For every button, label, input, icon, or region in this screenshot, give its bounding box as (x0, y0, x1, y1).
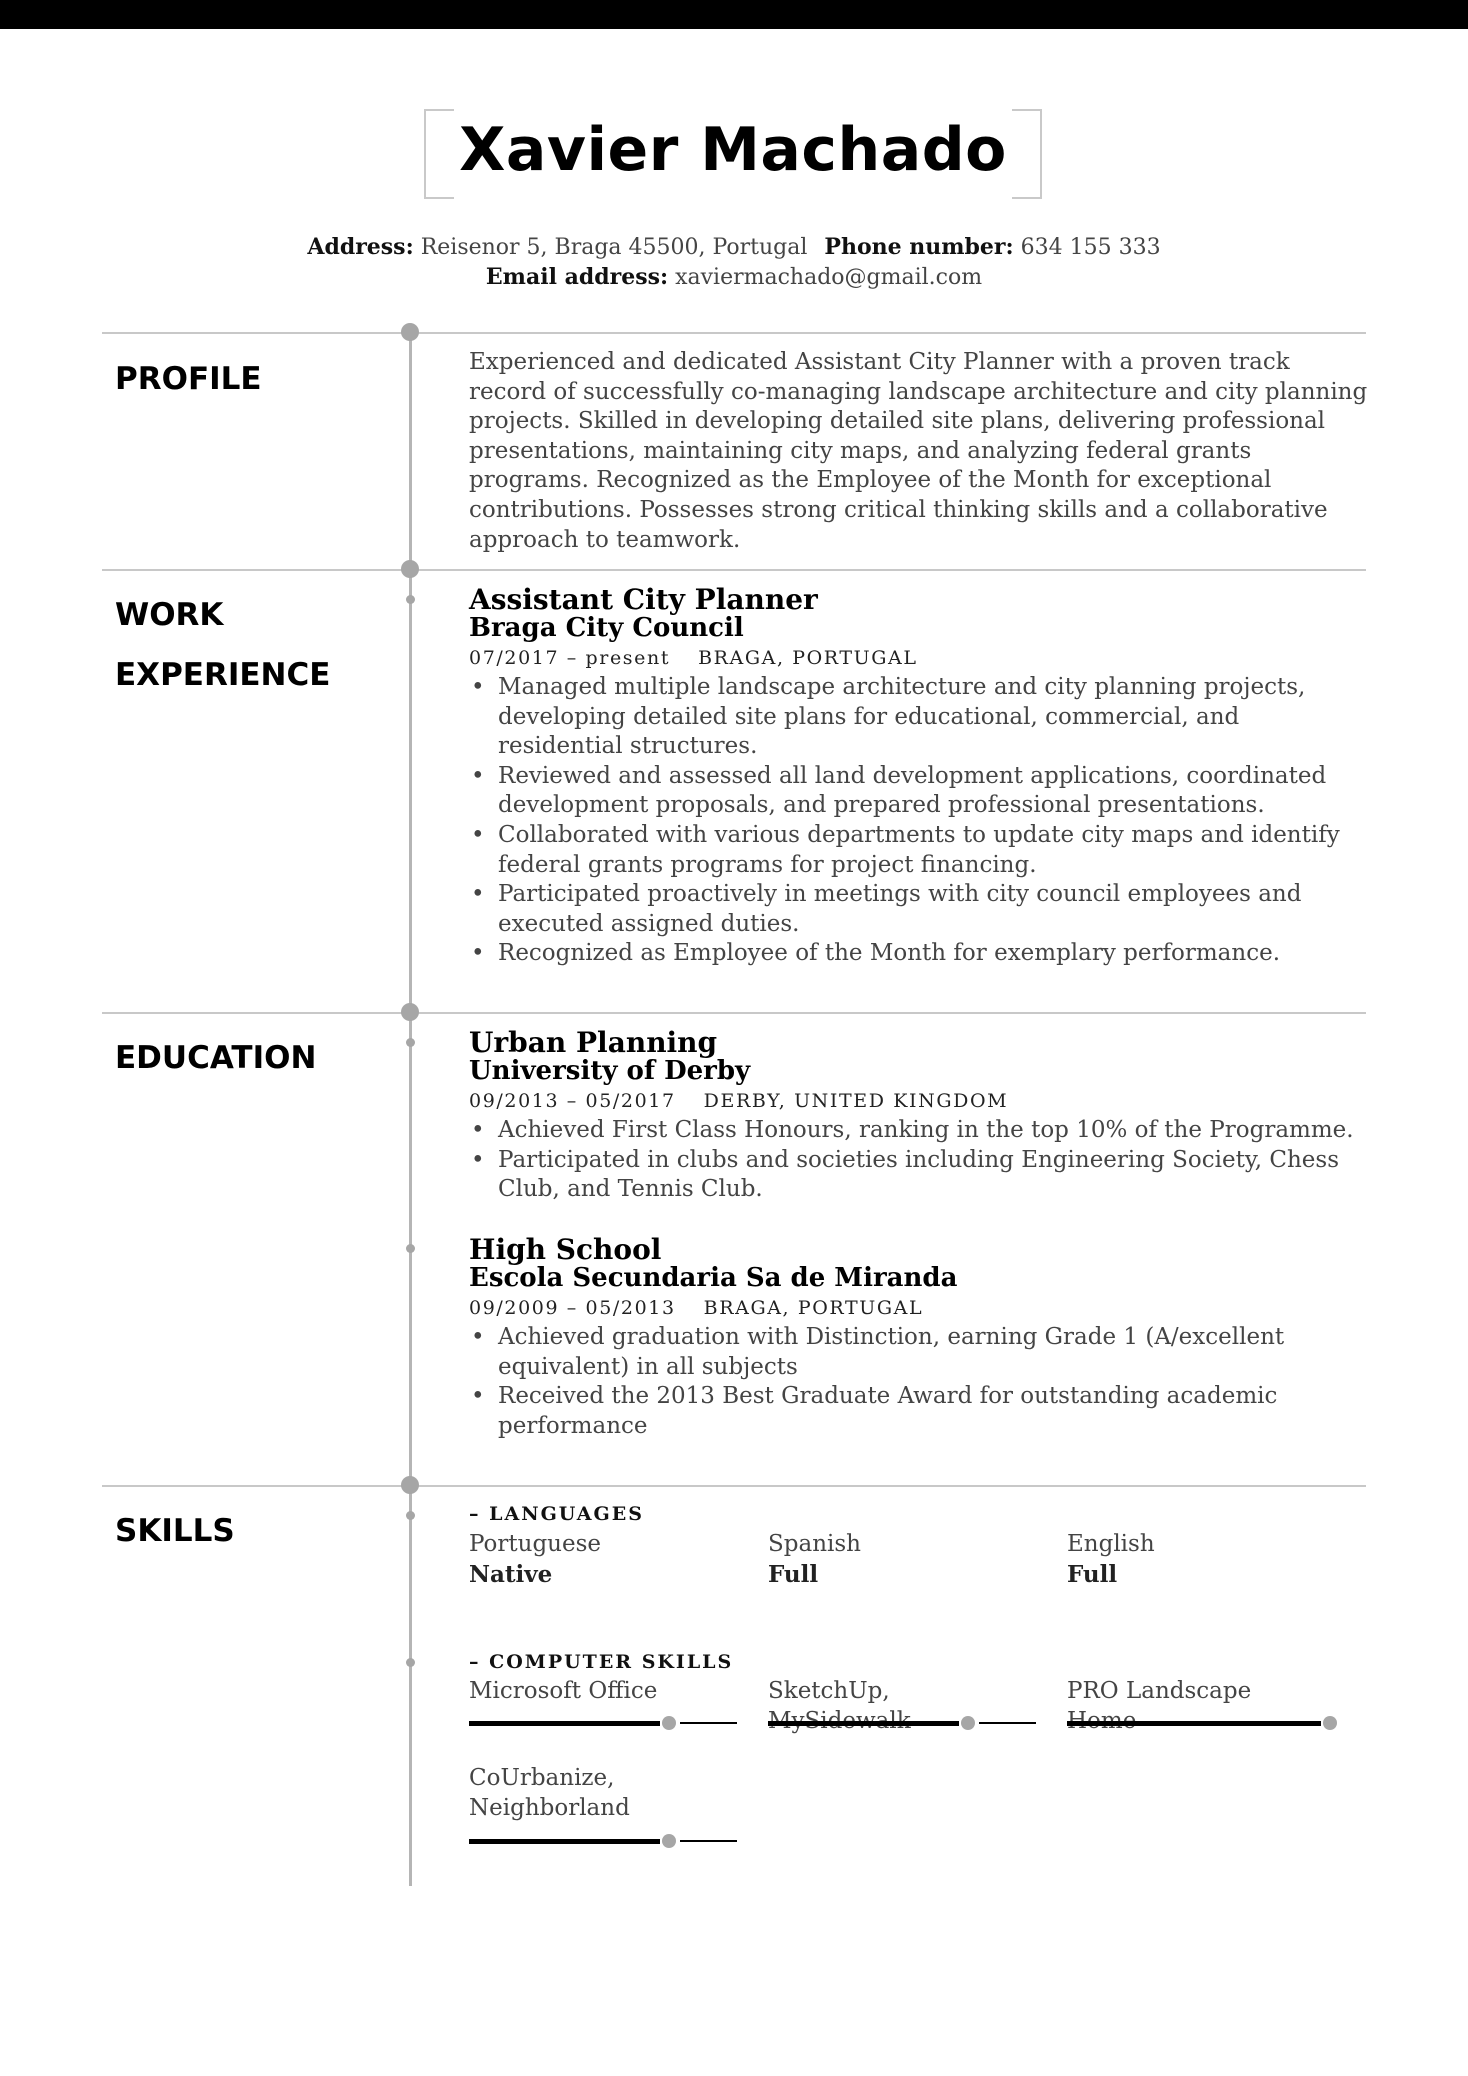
candidate-name: Xavier Machado (459, 115, 1007, 185)
languages-label: – LANGUAGES (469, 1503, 644, 1525)
education-entry (469, 1028, 1369, 1205)
language-item (1067, 1530, 1347, 1589)
language-name: Spanish (768, 1531, 861, 1557)
school-name: University of Derby (469, 1056, 751, 1086)
section-divider (102, 332, 1366, 334)
education-bullets (469, 1323, 1369, 1441)
computer-skill-item (469, 1764, 669, 1823)
skill-bar-rest (680, 1722, 737, 1724)
job-entry (469, 585, 1369, 969)
language-item (768, 1530, 1048, 1589)
timeline-subdot (406, 1511, 415, 1520)
timeline-subdot (406, 1244, 415, 1253)
skill-bar-fill (469, 1721, 660, 1726)
education-dates: 09/2013 – 05/2017 (469, 1090, 676, 1112)
skill-bar-fill (469, 1839, 660, 1844)
skill-bar-knob (1323, 1716, 1337, 1730)
bullet-item: • Reviewed and assessed all land development applications, coordinated development proposals, and prepared professional presentations. (469, 762, 1369, 821)
computer-skill-name: PRO Landscape (1067, 1678, 1252, 1704)
timeline-subdot (406, 595, 415, 604)
language-level: Full (768, 1560, 819, 1588)
top-bar (0, 0, 1468, 29)
section-divider (102, 1012, 1366, 1014)
email-label: Email address: (485, 264, 669, 290)
skills-heading: SKILLS (115, 1513, 235, 1549)
language-level: Native (469, 1560, 553, 1588)
email-value: xaviermachado@gmail.com (675, 265, 983, 290)
education-dates: 09/2009 – 05/2013 (469, 1297, 676, 1319)
skill-bar-rest (979, 1722, 1036, 1724)
skill-bar-knob (961, 1716, 975, 1730)
work-heading-line2: EXPERIENCE (115, 657, 331, 693)
language-item (469, 1530, 749, 1589)
degree-title: High School (469, 1233, 662, 1266)
timeline-subdot (406, 1038, 415, 1047)
address-label: Address: (307, 234, 414, 260)
language-name: English (1067, 1531, 1155, 1557)
name-frame (424, 109, 1042, 199)
bullet-item: • Achieved First Class Honours, ranking in the top 10% of the Programme. (469, 1116, 1369, 1146)
phone-value: 634 155 333 (1020, 235, 1161, 260)
degree-title: Urban Planning (469, 1026, 718, 1059)
job-dates: 07/2017 – present (469, 647, 671, 669)
skill-level-bar (768, 1715, 1038, 1731)
timeline-dot (401, 1476, 419, 1494)
computer-skill-name: Microsoft Office (469, 1678, 658, 1704)
education-meta (469, 1293, 1369, 1323)
language-name: Portuguese (469, 1531, 602, 1557)
bullet-item: • Participated in clubs and societies including Engineering Society, Chess Club, and Tennis Club. (469, 1146, 1369, 1205)
skill-level-bar (469, 1715, 739, 1731)
section-divider (102, 569, 1366, 571)
timeline-subdot (406, 1658, 415, 1667)
skill-bar-rest (680, 1840, 737, 1842)
education-location: DERBY, UNITED KINGDOM (703, 1090, 1009, 1112)
computer-skill-name: CoUrbanize, Neighborland (469, 1765, 630, 1821)
skill-bar-fill (1067, 1721, 1321, 1726)
school-name: Escola Secundaria Sa de Miranda (469, 1263, 958, 1293)
education-entry (469, 1235, 1369, 1441)
work-heading (115, 585, 330, 705)
profile-heading: PROFILE (115, 361, 262, 397)
bullet-item: • Received the 2013 Best Graduate Award for outstanding academic performance (469, 1382, 1369, 1441)
bullet-item: • Participated proactively in meetings with city council employees and executed assigned duties. (469, 880, 1369, 939)
job-bullets (469, 673, 1369, 969)
education-bullets (469, 1116, 1369, 1205)
skill-bar-fill (768, 1721, 959, 1726)
timeline-dot (401, 560, 419, 578)
job-meta (469, 643, 1369, 673)
skill-level-bar (469, 1833, 739, 1849)
work-heading-line1: WORK (115, 597, 224, 633)
bullet-item: • Achieved graduation with Distinction, earning Grade 1 (A/excellent equivalent) in all subjects (469, 1323, 1369, 1382)
education-location: BRAGA, PORTUGAL (703, 1297, 924, 1319)
address-value: Reisenor 5, Braga 45500, Portugal (420, 235, 808, 260)
bullet-item: • Recognized as Employee of the Month for exemplary performance. (469, 939, 1369, 969)
bullet-item: • Collaborated with various departments to update city maps and identify federal grants programs for project financing. (469, 821, 1369, 880)
computer-skill-item (469, 1677, 709, 1707)
language-level: Full (1067, 1560, 1118, 1588)
skill-level-bar (1067, 1715, 1337, 1731)
timeline-dot (401, 1003, 419, 1021)
job-org: Braga City Council (469, 613, 744, 643)
contact-line-1 (0, 234, 1468, 260)
computer-skills-label: – COMPUTER SKILLS (469, 1651, 734, 1673)
job-location: BRAGA, PORTUGAL (698, 647, 918, 669)
job-title: Assistant City Planner (469, 583, 818, 616)
skill-bar-knob (662, 1716, 676, 1730)
section-divider (102, 1485, 1366, 1487)
education-meta (469, 1086, 1369, 1116)
bullet-item: • Managed multiple landscape architecture and city planning projects, developing detailed site plans for educational, commercial, and residential structures. (469, 673, 1369, 762)
contact-line-2 (0, 264, 1468, 290)
computer-skill-name: SketchUp, (768, 1678, 890, 1704)
skill-bar-knob (662, 1834, 676, 1848)
phone-label: Phone number: (824, 234, 1014, 260)
profile-text: Experienced and dedicated Assistant City Planner with a proven track record of successfully co-managing landscape architecture and city planning projects. Skilled in developing detailed site plans, delivering professional presentations, maintaining city maps, and analyzing federal grants programs. Recognized as the Employee of the Month for exceptional contributions. Possesses strong critical thinking skills and a collaborative approach to teamwork. (469, 349, 1368, 553)
education-heading: EDUCATION (115, 1040, 317, 1076)
timeline-dot (401, 323, 419, 341)
